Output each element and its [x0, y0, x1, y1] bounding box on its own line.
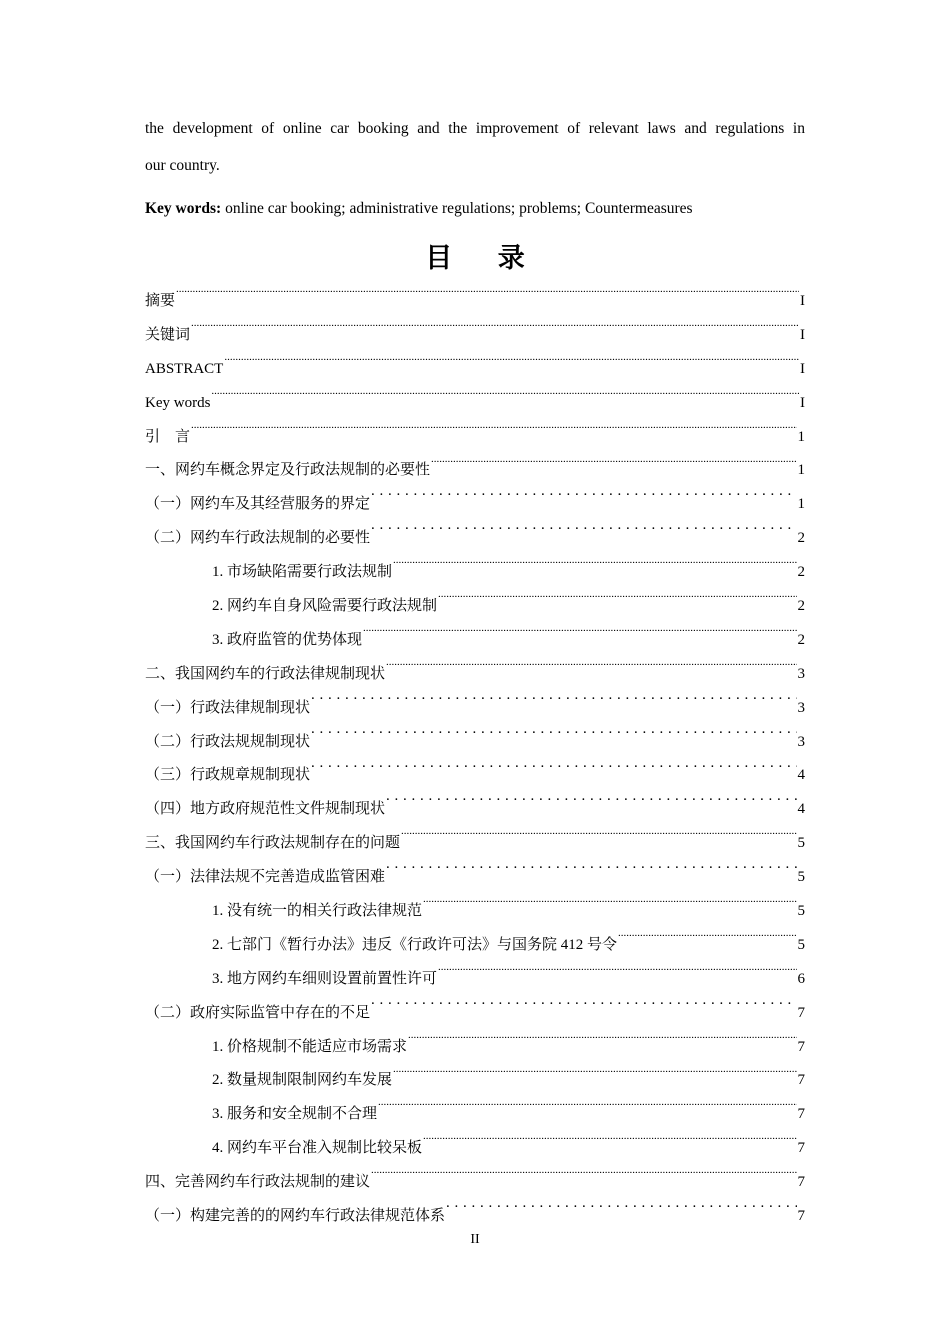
toc-leader-dots [191, 426, 796, 441]
toc-entry-page: 3 [797, 665, 805, 682]
toc-entry-label: Key words [145, 394, 211, 411]
toc-entry-page: 2 [797, 631, 805, 648]
toc-entry-page: 4 [797, 767, 805, 784]
toc-entry-page: 2 [797, 530, 805, 547]
toc-entry-label: 3. 地方网约车细则设置前置性许可 [212, 970, 438, 987]
toc-entry[interactable] [145, 793, 805, 827]
toc-title: 目 录 [425, 243, 543, 274]
toc-entry[interactable] [145, 1064, 805, 1098]
toc-leader-dots [408, 1036, 796, 1051]
toc-entry[interactable] [145, 929, 805, 963]
toc-entry[interactable] [145, 726, 805, 760]
toc-entry-label: 4. 网约车平台准入规制比较呆板 [212, 1140, 423, 1157]
table-of-contents [145, 285, 805, 1234]
toc-entry-label: （四）地方政府规范性文件规制现状 [145, 801, 386, 818]
toc-entry-label: 摘要 [145, 293, 176, 309]
toc-leader-dots [371, 493, 796, 508]
toc-entry-label: （二）网约车行政法规制的必要性 [145, 530, 371, 547]
toc-entry-label: （一）构建完善的的网约车行政法律规范体系 [145, 1208, 446, 1225]
toc-entry[interactable] [145, 387, 805, 421]
toc-leader-dots [386, 798, 796, 813]
toc-entry-label: ABSTRACT [145, 360, 224, 377]
toc-leader-dots [378, 1103, 796, 1118]
toc-entry-page: 5 [797, 869, 805, 886]
toc-entry-page: 1 [797, 496, 805, 513]
toc-entry-page: 6 [797, 970, 805, 987]
toc-leader-dots [386, 663, 796, 678]
toc-entry-page: 5 [797, 835, 805, 852]
toc-leader-dots [431, 459, 796, 474]
toc-entry-page: 7 [797, 1140, 805, 1157]
toc-entry[interactable] [145, 759, 805, 793]
keywords-line [145, 199, 805, 219]
toc-entry[interactable] [145, 1031, 805, 1065]
toc-leader-dots [363, 629, 796, 644]
toc-entry[interactable] [145, 692, 805, 726]
toc-leader-dots [311, 731, 796, 746]
toc-entry[interactable] [145, 1200, 805, 1234]
page-number-footer: II [470, 1232, 480, 1247]
toc-leader-dots [393, 561, 796, 576]
keywords-label: Key words: [145, 200, 222, 217]
toc-entry[interactable] [145, 997, 805, 1031]
toc-entry[interactable] [145, 353, 805, 387]
toc-entry-label: 关键词 [145, 326, 191, 343]
toc-entry-label: 三、我国网约车行政法规制存在的问题 [145, 835, 401, 852]
toc-entry-page: I [800, 326, 805, 343]
toc-entry[interactable] [145, 963, 805, 997]
toc-leader-dots [423, 900, 796, 915]
toc-entry[interactable] [145, 1098, 805, 1132]
toc-leader-dots [438, 968, 796, 983]
toc-entry[interactable] [145, 556, 805, 590]
toc-entry-label: （三）行政规章规制现状 [145, 767, 311, 784]
toc-entry[interactable] [145, 285, 805, 319]
toc-entry-page: 7 [797, 1072, 805, 1089]
toc-entry-page: 3 [797, 699, 805, 716]
toc-entry-page: I [800, 394, 805, 411]
toc-entry-label: （一）行政法律规制现状 [145, 699, 311, 716]
toc-entry-label: 1. 价格规制不能适应市场需求 [212, 1038, 408, 1055]
toc-entry-label: 一、网约车概念界定及行政法规制的必要性 [145, 462, 431, 479]
toc-entry-label: （一）法律法规不完善造成监管困难 [145, 869, 386, 886]
toc-entry[interactable] [145, 827, 805, 861]
toc-entry-page: I [800, 360, 805, 377]
toc-entry-page: 2 [797, 598, 805, 615]
toc-entry[interactable] [145, 1166, 805, 1200]
toc-leader-dots [438, 595, 796, 610]
toc-entry-label: 引 言 [145, 428, 191, 445]
toc-entry-label: 四、完善网约车行政法规制的建议 [145, 1174, 371, 1191]
toc-leader-dots [311, 764, 796, 779]
toc-entry-page: 7 [797, 1106, 805, 1123]
toc-leader-dots [371, 1002, 796, 1017]
toc-entry-label: 2. 七部门《暂行办法》违反《行政许可法》与国务院 412 号令 [212, 936, 618, 953]
toc-entry-label: 1. 市场缺陷需要行政法规制 [212, 564, 393, 581]
toc-leader-dots [386, 866, 796, 881]
toc-leader-dots [401, 832, 796, 847]
toc-entry-page: 7 [797, 1174, 805, 1191]
toc-entry-label: （二）行政法规规制现状 [145, 733, 311, 750]
toc-entry[interactable] [145, 895, 805, 929]
toc-leader-dots [393, 1069, 796, 1084]
toc-leader-dots [446, 1205, 796, 1220]
toc-entry-label: 2. 网约车自身风险需要行政法规制 [212, 598, 438, 615]
abstract-paragraph [145, 110, 805, 184]
document-page [145, 110, 805, 1234]
toc-entry-label: （一）网约车及其经营服务的界定 [145, 496, 371, 513]
toc-entry[interactable] [145, 319, 805, 353]
toc-entry-page: 2 [797, 564, 805, 581]
toc-leader-dots [371, 527, 796, 542]
toc-entry-page: 5 [797, 936, 805, 953]
toc-entry[interactable] [145, 1132, 805, 1166]
keywords-text: online car booking; administrative regulations; problems; Countermeasures [221, 200, 693, 217]
toc-entry-label: 2. 数量规制限制网约车发展 [212, 1072, 393, 1089]
toc-entry-page: 7 [797, 1208, 805, 1225]
toc-leader-dots [191, 324, 799, 339]
toc-entry[interactable] [145, 454, 805, 488]
toc-entry[interactable] [145, 861, 805, 895]
toc-entry-page: 4 [797, 801, 805, 818]
toc-leader-dots [423, 1137, 796, 1152]
toc-entry-page: 7 [797, 1038, 805, 1055]
toc-entry-label: 二、我国网约车的行政法律规制现状 [145, 665, 386, 682]
toc-leader-dots [618, 934, 796, 949]
toc-entry-label: （二）政府实际监管中存在的不足 [145, 1004, 371, 1021]
toc-entry[interactable] [145, 624, 805, 658]
toc-entry-page: I [800, 293, 805, 309]
toc-entry-page: 1 [797, 462, 805, 479]
toc-entry-label: 3. 服务和安全规制不合理 [212, 1106, 378, 1123]
toc-entry[interactable] [145, 421, 805, 455]
toc-entry[interactable] [145, 590, 805, 624]
toc-entry[interactable] [145, 522, 805, 556]
toc-leader-dots [224, 358, 799, 373]
toc-entry-page: 5 [797, 903, 805, 920]
toc-entry[interactable] [145, 658, 805, 692]
toc-leader-dots [311, 697, 796, 712]
toc-leader-dots [211, 392, 799, 407]
toc-entry-label: 1. 没有统一的相关行政法律规范 [212, 903, 423, 920]
abstract-line-2: our country. [145, 157, 220, 174]
toc-entry-page: 7 [797, 1004, 805, 1021]
toc-entry-page: 1 [797, 428, 805, 445]
toc-leader-dots [371, 1171, 796, 1186]
toc-entry[interactable] [145, 488, 805, 522]
toc-leader-dots [176, 290, 799, 305]
toc-entry-page: 3 [797, 733, 805, 750]
toc-entry-label: 3. 政府监管的优势体现 [212, 631, 363, 648]
abstract-line-1: the development of online car booking and the improvement of relevant laws and regulations in [145, 120, 805, 137]
